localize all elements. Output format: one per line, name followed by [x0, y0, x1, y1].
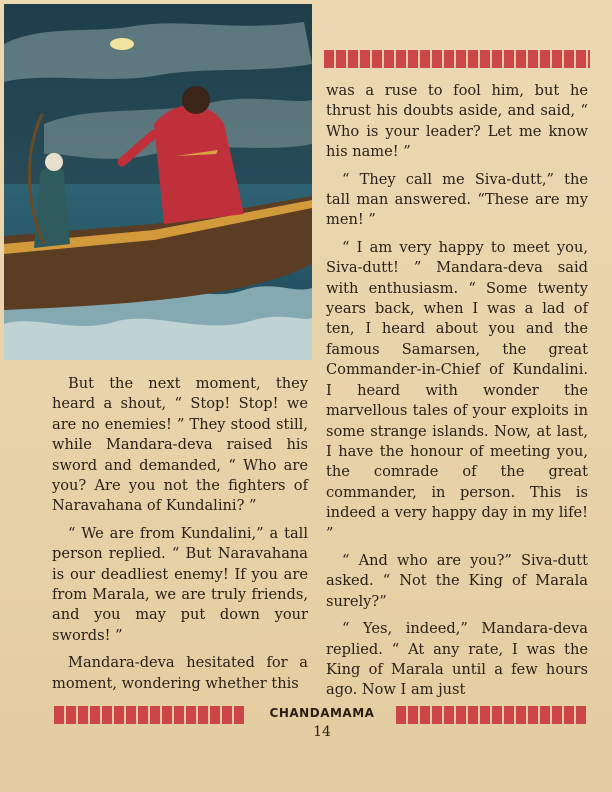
story-illustration — [4, 4, 312, 360]
paragraph: “ They call me Siva-dutt,” the tall man answered. “These are my men! ” — [326, 170, 588, 229]
right-text-column — [326, 81, 588, 708]
paragraph: But the next moment, they heard a shout, “ Stop! Stop! we are no enemies! ” They stood still, while Mandara-deva raised his sword and demanded, “ Who are you? Are you not the fighters of Naravahana of Kundalini? ” — [52, 375, 308, 515]
footer-ornament-right — [396, 706, 588, 724]
paragraph: “ Yes, indeed,” Mandara-deva replied. “ At any rate, I was the King of Marala until a few hours ago. Now I am just — [326, 620, 588, 699]
boat-scene-image — [4, 4, 312, 360]
paragraph: Mandara-deva hesitated for a moment, wondering whether this — [52, 654, 308, 692]
magazine-title: CHANDAMAMA — [269, 706, 375, 720]
top-ornament — [324, 50, 590, 68]
paragraph: “ I am very happy to meet you, Siva-dutt! ” Mandara-deva said with enthusiasm. “ Some twenty years back, when I was a lad of ten, I heard about you and the famous Samarsen, the great Commander-in-Chief of Kundalini. I heard with wonder the marvellous tales of your exploits in some strange islands. Now, at last, I have the honour of meeting you, the comrade of the great commander, in person. This is indeed a very happy day in my life! ” — [326, 238, 588, 542]
footer-ornament-left — [54, 706, 246, 724]
paragraph: “ And who are you?” Siva-dutt asked. “ Not the King of Marala surely?” — [326, 551, 588, 610]
left-text-column — [52, 374, 308, 701]
paragraph: “ We are from Kundalini,” a tall person replied. “ But Naravahana is our deadliest enemy! If you are from Marala, we are truly friends, and you may put down your swords! ” — [52, 524, 308, 644]
page-number: 14 — [313, 724, 331, 740]
paragraph: was a ruse to fool him, but he thrust his doubts aside, and said, “ Who is your leader? Let me know his name! ” — [326, 82, 588, 161]
